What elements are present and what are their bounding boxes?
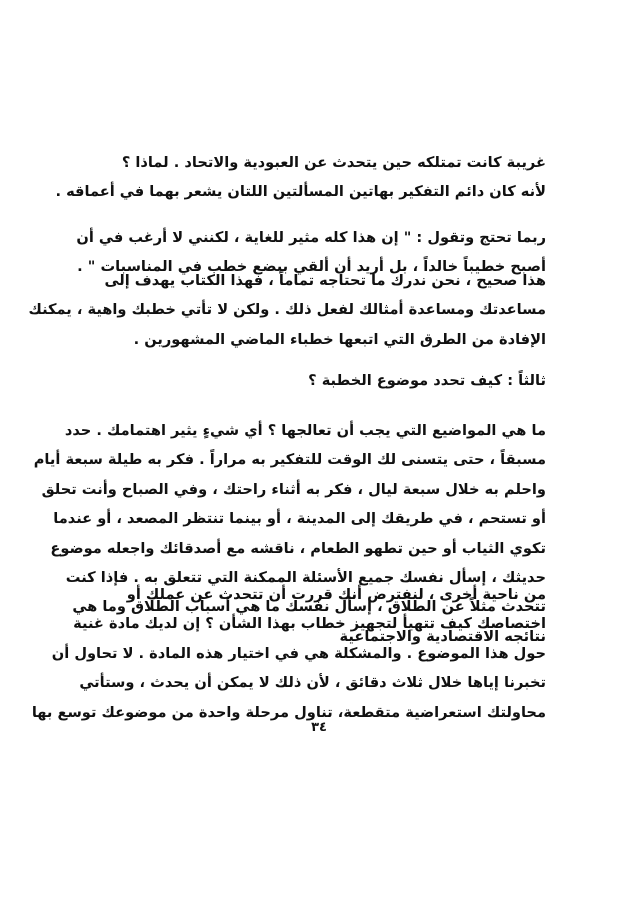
text-line: أو تستحم ، في طريقك إلى المدينة ، أو بينما تنتظر المصعد ، أو عندما	[53, 510, 546, 528]
text-line: هذا صحيح ، نحن ندرك ما تحتاجه تماماً ، فهذا الكتاب يهدف إلى	[104, 272, 546, 289]
text-line: لأنه كان دائم التفكير بهاتين المسألتين اللتان يشعر بهما في أعماقه .	[55, 183, 546, 201]
text-line: محاولتك استعراضية متقطعة، تناول مرحلة واحدة من موضوعك توسع بها	[31, 703, 546, 721]
text-line: مسبقاً ، حتى يتسنى لك الوقت للتفكير به مراراً . فكر به طيلة سبعة أيام	[33, 451, 546, 469]
text-line: تكوي الثياب أو حين تطهو الطعام ، ناقشه مع أصدقائك واجعله موضوع	[50, 539, 546, 557]
text-line: تتحدث مثلاً عن الطلاق ، إسأل نفسك ما هي أسباب الطلاق وما هي	[72, 598, 546, 616]
heading-line: ثالثاً : كيف تحدد موضوع الخطبة ؟	[308, 372, 546, 389]
text-line: ربما تحتج وتقول : " إن هذا كله مثير للغاية ، لكنني لا أرغب في أن	[76, 229, 546, 246]
paragraph-3	[28, 266, 546, 354]
text-line: غريبة كانت تمتلكه حين يتحدث عن العبودية والاتحاد . لماذا ؟	[121, 154, 546, 171]
text-line: مساعدتك ومساعدة أمثالك لفعل ذلك . ولكن لا تأتي خطبك واهية ، يمكنك	[28, 301, 546, 319]
text-line: اختصاصك كيف تتهيأ لتجهيز خطاب بهذا الشأن ؟ إن لديك مادة غنية	[73, 615, 546, 633]
text-line: نتائجه الاقتصادية والاجتماعية	[339, 627, 546, 645]
text-line: تخبرنا إياها خلال ثلاث دقائق ، لأن ذلك لا يمكن أن يحدث ، وستأتي	[79, 674, 546, 692]
text-line: حول هذا الموضوع . والمشكلة هي في اختيار هذه المادة . لا تحاول أن	[51, 644, 546, 662]
text-line: واحلم به خلال سبعة ليال ، فكر به أثناء راحتك ، وفي الصباح وأنت تحلق	[41, 480, 546, 498]
text-line: الإفادة من الطرق التي اتبعها خطباء الماضي المشهورين .	[133, 330, 546, 348]
page-number: ٣٤	[311, 720, 327, 735]
text-line: من ناحية أخرى ، لنفترض أنك قررت أن تتحدث عن عملك أو	[126, 586, 546, 603]
text-line: أصبح خطيباً خالداً ، بل أريد أن ألقي ببضع خطب في المناسبات " .	[77, 258, 546, 276]
paragraph-1	[55, 148, 546, 207]
text-line: ما هي المواضيع التي يجب أن تعالجها ؟ أي شيءٍ يثير اهتمامك . حدد	[64, 422, 546, 439]
paragraph-5	[31, 580, 546, 727]
section-heading	[94, 366, 546, 395]
text-line: حديثك ، إسأل نفسك جميع الأسئلة الممكنة التي تتعلق به . فإذا كنت	[65, 569, 546, 587]
